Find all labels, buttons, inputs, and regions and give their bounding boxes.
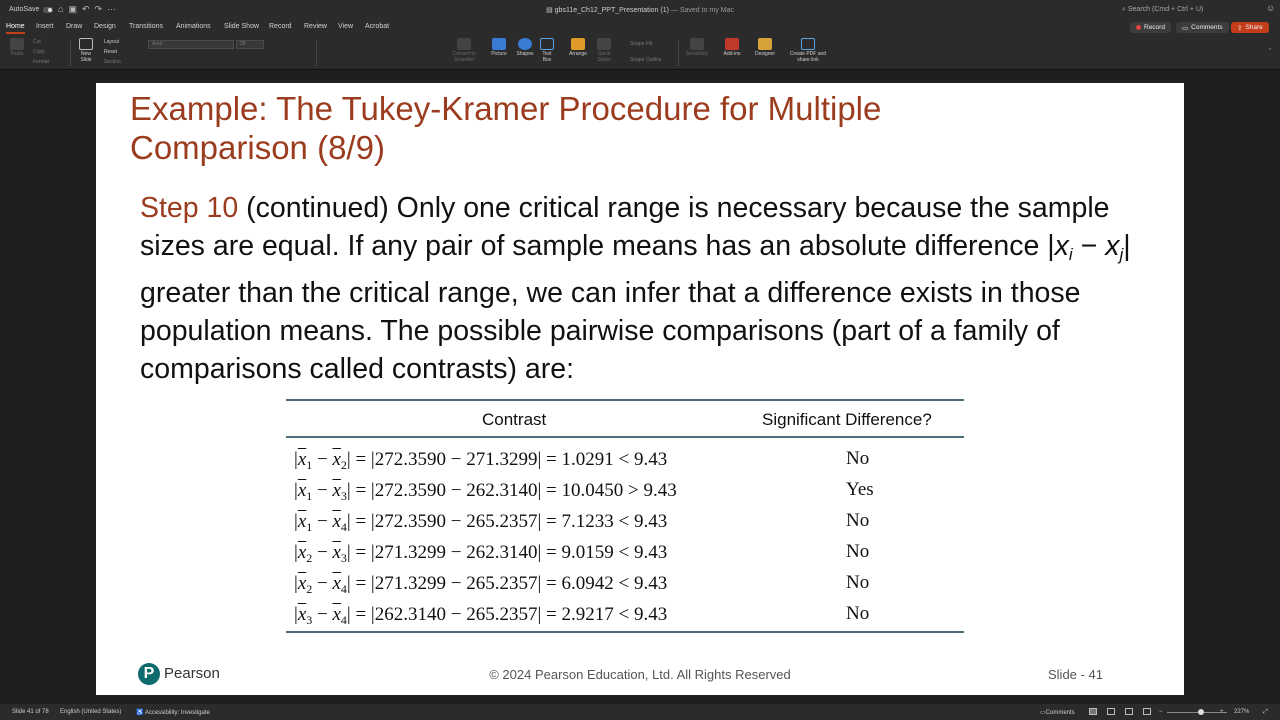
new-slide-button[interactable]	[76, 38, 96, 63]
contrast-expression: $|\overline{x}_1 - \overline{x}_2| = |272.3590 - 271.3299| = 1.0291 < 9.43$	[294, 449, 668, 472]
shapes-button[interactable]	[514, 38, 536, 57]
slide-body-text[interactable]: Step 10 (continued) Only one critical range is necessary because the sample sizes are equal. If any pair of sample means has an absolute difference $|x_i - x_j|$ greater than the critical range, we can infer that a difference exists in those population means. The possible pairwise comparisons (part of a family of comparisons called contrasts) are:	[140, 192, 1131, 385]
textbox-label: Text Box	[542, 51, 552, 63]
font-size-select[interactable]: 28	[236, 40, 264, 49]
quick-styles-icon	[597, 38, 611, 50]
section-button[interactable]: Section	[104, 59, 121, 65]
arrange-label: Arrange	[569, 51, 587, 57]
slide-number: Slide - 41	[1048, 667, 1103, 682]
zoom-out-icon[interactable]: −	[1159, 709, 1163, 715]
record-button[interactable]	[1130, 22, 1171, 33]
tab-acrobat[interactable]: Acrobat	[365, 23, 390, 30]
search-icon: ⌕	[1122, 6, 1126, 13]
table-row	[286, 599, 964, 630]
quick-styles-label: Quick Styles	[597, 51, 611, 63]
paste-label: Paste	[10, 51, 24, 57]
smartart-icon	[457, 38, 471, 50]
copy-button[interactable]: Copy	[33, 49, 45, 55]
comments-label: Comments	[1191, 24, 1223, 31]
picture-label: Picture	[491, 51, 507, 57]
accessibility-label: Accessibility: Investigate	[144, 710, 210, 716]
accessibility-status[interactable]	[136, 709, 210, 716]
tab-transitions[interactable]: Transitions	[129, 23, 163, 30]
share-icon: ⇪	[1237, 24, 1243, 32]
layout-button[interactable]: Layout	[104, 39, 120, 45]
format-painter-button[interactable]: Format	[33, 59, 49, 65]
comments-status-label: Comments	[1045, 710, 1075, 716]
slide-title[interactable]: Example: The Tukey-Kramer Procedure for Multiple Comparison (8/9)	[130, 90, 882, 166]
text-box-button[interactable]	[538, 38, 556, 63]
table-row	[286, 537, 964, 568]
paste-button[interactable]	[6, 38, 28, 57]
comment-icon: ▭	[1182, 24, 1189, 32]
slide-position: Slide 41 of 78	[12, 709, 49, 715]
comments-button[interactable]	[1176, 22, 1229, 33]
addins-label: Add-ins	[723, 51, 741, 57]
new-slide-label: New Slide	[80, 51, 92, 63]
ribbon-toolbar	[0, 36, 1280, 70]
pdf-share-icon	[801, 38, 815, 50]
designer-button[interactable]	[752, 38, 778, 57]
tab-design[interactable]: Design	[94, 23, 116, 30]
sensitivity-label: Sensitivity	[685, 51, 709, 57]
document-name: gbs11e_Ch12_PPT_Presentation (1)	[554, 7, 669, 14]
convert-label: Convert to SmartArt	[452, 51, 476, 63]
share-button[interactable]	[1231, 22, 1269, 33]
fit-to-window-icon[interactable]: ⤢	[1263, 709, 1268, 715]
zoom-slider-handle[interactable]	[1198, 709, 1204, 715]
picture-icon	[492, 38, 506, 50]
document-title	[0, 6, 1280, 14]
status-bar	[0, 704, 1280, 720]
add-ins-button[interactable]	[720, 38, 744, 57]
significance-value: No	[846, 603, 870, 624]
undo-icon[interactable]: ↶	[81, 4, 90, 14]
record-label: Record	[1144, 24, 1165, 31]
tab-insert[interactable]: Insert	[36, 23, 54, 30]
autosave-label: AutoSave	[9, 6, 40, 13]
body-text-part2: | greater than the critical range, we can infer that a difference exists in those population means. The possible pairwise comparisons (part of a family of comparisons called contrasts) are:	[140, 230, 1131, 385]
arrange-button[interactable]	[566, 38, 590, 57]
arrange-icon	[571, 38, 585, 50]
tab-slide-show[interactable]: Slide Show	[224, 23, 260, 30]
significance-value: No	[846, 510, 870, 531]
tab-review[interactable]: Review	[304, 23, 327, 30]
table-row	[286, 444, 964, 475]
quick-styles-button[interactable]	[594, 38, 614, 63]
more-icon[interactable]: ···	[107, 4, 117, 14]
slide-sorter-icon[interactable]	[1107, 708, 1115, 715]
record-icon	[1136, 25, 1141, 30]
save-status: — Saved to my Mac	[670, 7, 734, 14]
search-box[interactable]	[1122, 6, 1203, 14]
account-icon[interactable]: ☺	[1266, 3, 1276, 13]
home-icon[interactable]: ⌂	[58, 4, 64, 14]
convert-smartart-button[interactable]	[444, 38, 484, 63]
contrast-expression: $|\overline{x}_1 - \overline{x}_3| = |272.3590 - 262.3140| = 10.0450 > 9.43$	[294, 480, 677, 503]
create-pdf-label: Create PDF and share link	[789, 51, 827, 63]
table-header	[286, 401, 964, 438]
tab-animations[interactable]: Animations	[176, 23, 211, 30]
slide-show-icon[interactable]	[1143, 708, 1151, 715]
clipboard-icon	[10, 38, 24, 50]
sensitivity-button[interactable]	[682, 38, 712, 57]
search-placeholder: Search (Cmd + Ctrl + U)	[1127, 6, 1204, 13]
significance-value: No	[846, 572, 870, 593]
tab-record[interactable]: Record	[269, 23, 292, 30]
text-box-icon	[540, 38, 554, 50]
table-row	[286, 475, 964, 506]
comments-status-button[interactable]	[1040, 709, 1075, 716]
sensitivity-icon	[690, 38, 704, 50]
column-header-contrast: Contrast	[482, 410, 547, 429]
shape-outline-button[interactable]: Shape Outline	[630, 57, 662, 63]
accessibility-icon: ♿	[136, 710, 144, 716]
designer-icon	[758, 38, 772, 50]
shape-fill-button[interactable]: Shape Fill	[630, 41, 653, 47]
normal-view-icon[interactable]	[1089, 708, 1097, 715]
reset-button[interactable]: Reset	[104, 49, 118, 55]
column-header-significant: Significant Difference?	[762, 410, 932, 429]
designer-label: Designer	[754, 51, 775, 57]
brand-name: Pearson	[164, 665, 220, 682]
language-status[interactable]: English (United States)	[60, 709, 122, 715]
body-text-part1: (continued) Only one critical range is necessary because the sample sizes are equal. If any pair of sample means has an absolute difference |	[140, 192, 1110, 262]
contrast-expression: $|\overline{x}_3 - \overline{x}_4| = |262.3140 - 265.2357| = 2.9217 < 9.43$	[294, 604, 668, 627]
share-label: Share	[1245, 24, 1263, 31]
tab-draw[interactable]: Draw	[66, 23, 83, 30]
comment-icon: ▭	[1040, 710, 1046, 716]
table-row	[286, 568, 964, 599]
title-bar	[0, 0, 1280, 20]
shapes-label: Shapes	[516, 51, 534, 57]
redo-icon[interactable]: ↷	[94, 4, 103, 14]
shapes-icon	[518, 38, 532, 50]
contrast-expression: $|\overline{x}_2 - \overline{x}_3| = |271.3299 - 262.3140| = 9.0159 < 9.43$	[294, 542, 668, 565]
font-name-select[interactable]: Arial	[148, 40, 234, 49]
ribbon-tabs	[0, 20, 1280, 36]
picture-button[interactable]	[488, 38, 510, 57]
zoom-level[interactable]: 227%	[1234, 709, 1250, 715]
significance-value: Yes	[846, 479, 874, 500]
slide-canvas[interactable]	[96, 83, 1184, 695]
cut-button[interactable]: Cut	[33, 39, 41, 45]
tab-home[interactable]: Home	[6, 23, 25, 30]
contrast-expression: $|\overline{x}_1 - \overline{x}_4| = |272.3590 - 265.2357| = 7.1233 < 9.43$	[294, 511, 668, 534]
step-label: Step 10	[140, 192, 239, 224]
document-icon: ▤	[546, 7, 553, 14]
chevron-up-icon[interactable]: ⌃	[1268, 48, 1273, 54]
divider	[316, 40, 317, 66]
table-row	[286, 506, 964, 537]
copyright-notice: © 2024 Pearson Education, Ltd. All Rights Reserved	[489, 667, 791, 682]
significance-value: No	[846, 448, 870, 469]
divider	[678, 40, 679, 66]
create-pdf-button[interactable]	[788, 38, 828, 63]
divider	[70, 40, 71, 66]
reading-view-icon[interactable]	[1125, 708, 1133, 715]
new-slide-icon	[79, 38, 93, 50]
slide-editor	[0, 71, 1280, 704]
zoom-in-icon[interactable]: +	[1220, 709, 1224, 715]
significance-value: No	[846, 541, 870, 562]
add-ins-icon	[725, 38, 739, 50]
contrast-expression: $|\overline{x}_2 - \overline{x}_4| = |271.3299 - 265.2357| = 6.0942 < 9.43$	[294, 573, 668, 596]
tab-view[interactable]: View	[338, 23, 354, 30]
zoom-slider[interactable]	[1167, 712, 1227, 713]
pearson-logo-icon: P	[138, 663, 160, 685]
contrast-table	[286, 399, 964, 633]
save-icon[interactable]: ▣	[68, 4, 77, 14]
